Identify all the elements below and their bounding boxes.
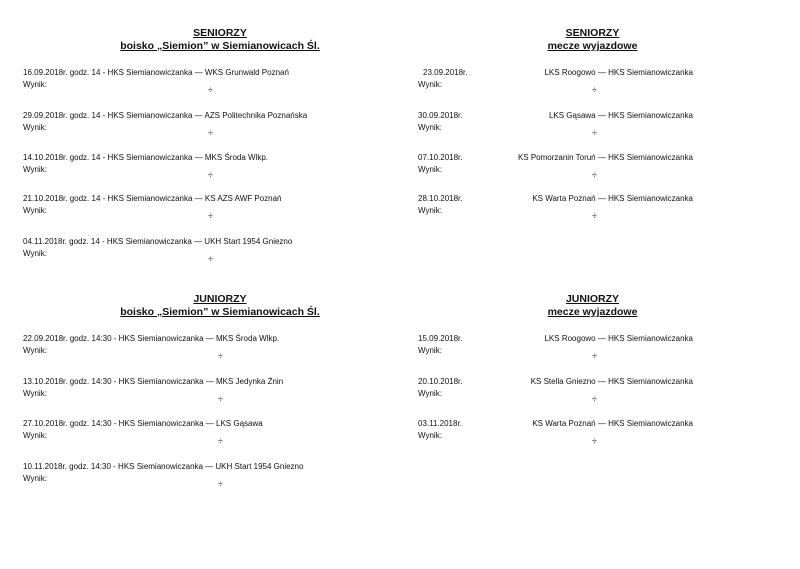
match-teams: KS Stella Gniezno — HKS Siemianowiczanka <box>530 377 693 386</box>
result-separator: ÷ <box>592 211 597 221</box>
result-separator: ÷ <box>218 436 223 446</box>
result-label: Wynik: <box>23 123 47 132</box>
result-label: Wynik: <box>418 123 442 132</box>
match-line: 14.10.2018r. godz. 14 - HKS Siemianowiczanka — MKS Środa Wlkp. <box>23 153 269 162</box>
result-label: Wynik: <box>23 474 47 483</box>
result-separator: ÷ <box>208 128 213 138</box>
result-separator: ÷ <box>208 170 213 180</box>
match-teams: LKS Roogowo — HKS Siemianowiczanka <box>544 334 693 343</box>
match-teams: KS Warta Poznań — HKS Siemianowiczanka <box>532 194 693 203</box>
result-separator: ÷ <box>218 479 223 489</box>
result-separator: ÷ <box>592 436 597 446</box>
seniors-away-match <box>418 68 693 98</box>
result-separator: ÷ <box>592 85 597 95</box>
match-teams: KS Warta Poznań — HKS Siemianowiczanka <box>532 419 693 428</box>
result-label: Wynik: <box>23 431 47 440</box>
match-date: 28.10.2018r. <box>418 194 463 203</box>
match-date: 15.09.2018r. <box>418 334 463 343</box>
result-label: Wynik: <box>23 80 47 89</box>
result-separator: ÷ <box>592 170 597 180</box>
result-separator: ÷ <box>218 394 223 404</box>
match-line: 29.09.2018r. godz. 14 - HKS Siemianowiczanka — AZS Politechnika Poznańska <box>23 111 308 120</box>
seniors-home-subtitle: boisko „Siemion” w Siemianowicach Śl. <box>120 40 320 52</box>
result-separator: ÷ <box>208 85 213 95</box>
seniors-away-match <box>418 153 693 183</box>
result-label: Wynik: <box>418 346 442 355</box>
juniors-away-match <box>418 334 693 364</box>
juniors-away-heading <box>470 293 715 319</box>
seniors-away-match <box>418 194 693 224</box>
result-separator: ÷ <box>218 351 223 361</box>
result-separator: ÷ <box>592 394 597 404</box>
result-separator: ÷ <box>592 351 597 361</box>
result-label: Wynik: <box>418 431 442 440</box>
juniors-away-match <box>418 377 693 407</box>
seniors-home-title: SENIORZY <box>193 27 247 39</box>
match-date: 07.10.2018r. <box>418 153 463 162</box>
match-line: 16.09.2018r. godz. 14 - HKS Siemianowiczanka — WKS Grunwald Poznań <box>23 68 289 77</box>
result-separator: ÷ <box>208 211 213 221</box>
juniors-home-heading <box>60 293 380 319</box>
result-label: Wynik: <box>418 389 442 398</box>
juniors-away-title: JUNIORZY <box>565 293 620 305</box>
result-label: Wynik: <box>23 206 47 215</box>
match-teams: LKS Gąsawa — HKS Siemianowiczanka <box>548 111 693 120</box>
juniors-home-subtitle: boisko „Siemion” w Siemianowicach Śl. <box>120 306 320 318</box>
match-line: 04.11.2018r. godz. 14 - HKS Siemianowiczanka — UKH Start 1954 Gniezno <box>23 237 293 246</box>
result-label: Wynik: <box>418 165 442 174</box>
match-teams: KS Pomorzanin Toruń — HKS Siemianowiczanka <box>517 153 693 162</box>
match-line: 10.11.2018r. godz. 14:30 - HKS Siemianowiczanka — UKH Start 1954 Gniezno <box>23 462 304 471</box>
match-date: 30.09.2018r. <box>418 111 463 120</box>
juniors-away-subtitle: mecze wyjazdowe <box>547 306 638 318</box>
result-label: Wynik: <box>418 206 442 215</box>
result-label: Wynik: <box>418 80 442 89</box>
seniors-away-subtitle: mecze wyjazdowe <box>547 40 638 52</box>
result-separator: ÷ <box>208 254 213 264</box>
result-label: Wynik: <box>23 249 47 258</box>
match-line: 27.10.2018r. godz. 14:30 - HKS Siemianowiczanka — LKS Gąsawa <box>23 419 263 428</box>
match-line: 22.09.2018r. godz. 14:30 - HKS Siemianowiczanka — MKS Środa Wlkp. <box>23 334 280 343</box>
result-label: Wynik: <box>23 389 47 398</box>
seniors-home-heading <box>60 27 380 53</box>
match-date: 03.11.2018r. <box>418 419 462 428</box>
match-line: 13.10.2018r. godz. 14:30 - HKS Siemianowiczanka — MKS Jedynka Żnin <box>23 377 284 386</box>
juniors-away-match <box>418 419 693 449</box>
seniors-away-title: SENIORZY <box>565 27 620 39</box>
seniors-away-heading <box>470 27 715 53</box>
result-label: Wynik: <box>23 346 47 355</box>
match-date: 20.10.2018r. <box>418 377 463 386</box>
result-label: Wynik: <box>23 165 47 174</box>
match-date: 23.09.2018r. <box>423 68 468 77</box>
seniors-away-match <box>418 111 693 141</box>
match-teams: LKS Roogowo — HKS Siemianowiczanka <box>544 68 693 77</box>
result-separator: ÷ <box>592 128 597 138</box>
match-line: 21.10.2018r. godz. 14 - HKS Siemianowiczanka — KS AZS AWF Poznań <box>23 194 282 203</box>
juniors-home-title: JUNIORZY <box>193 293 247 305</box>
